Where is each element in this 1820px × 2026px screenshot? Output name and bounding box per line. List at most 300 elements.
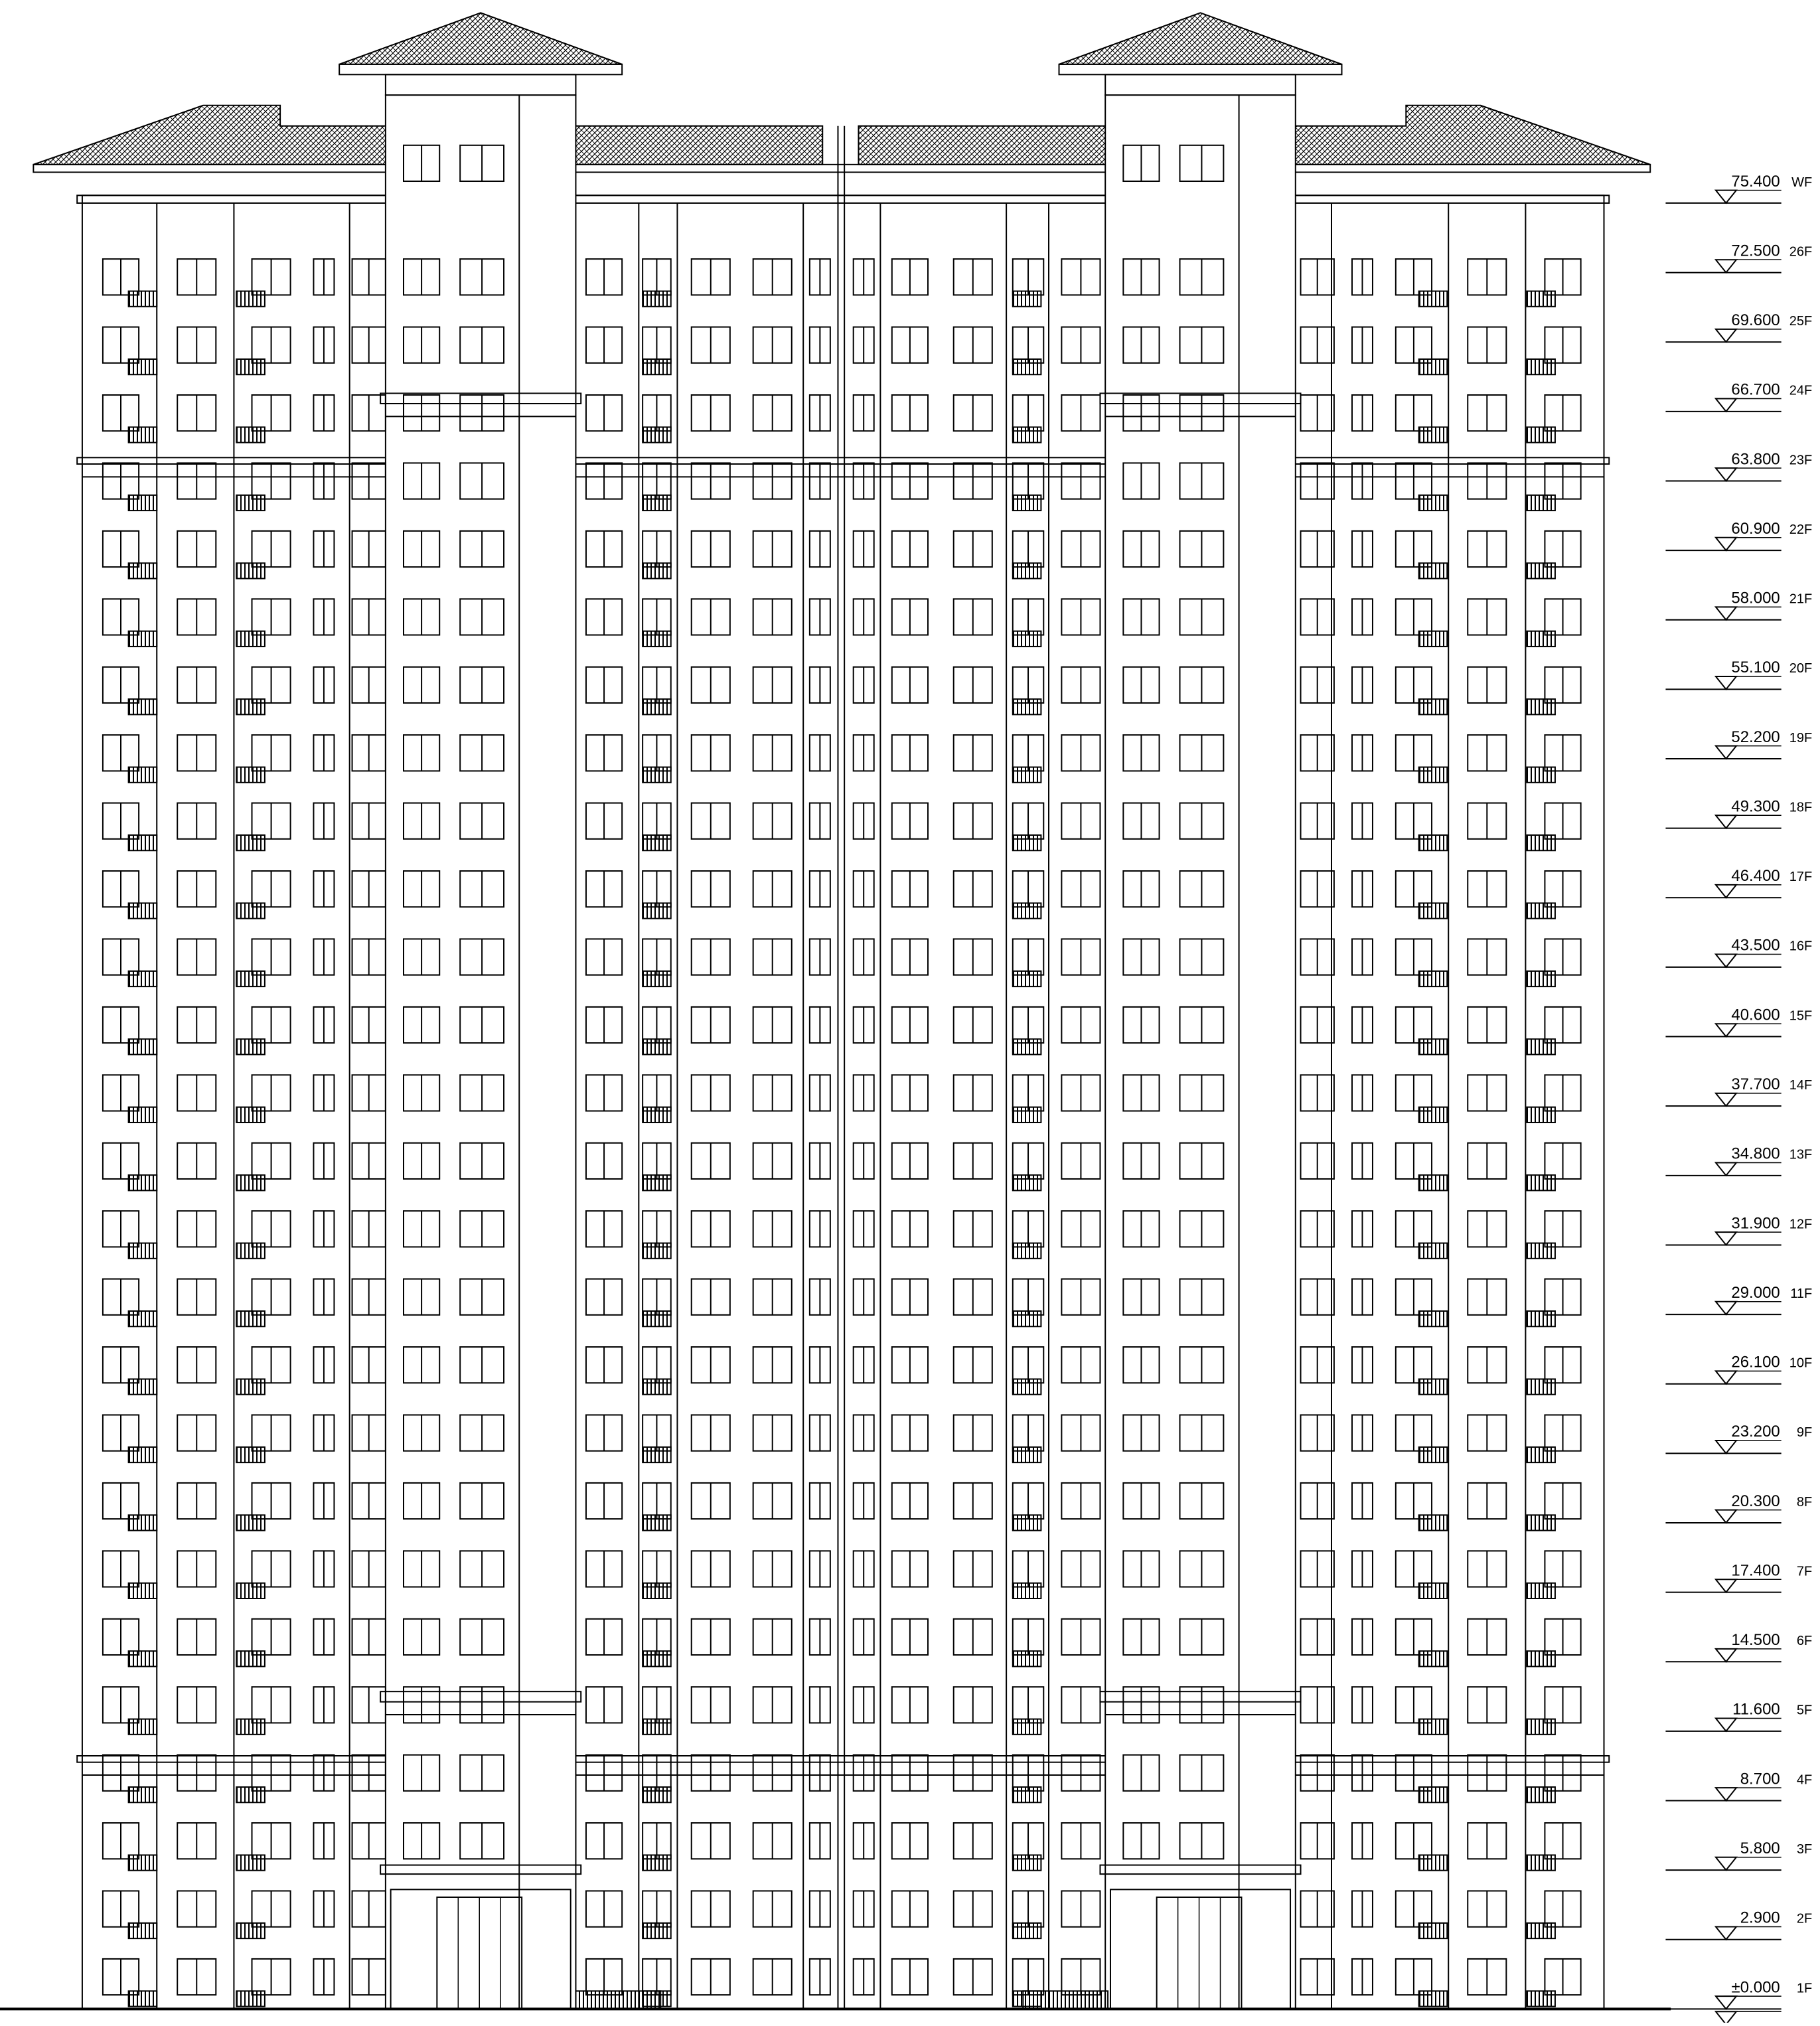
window	[352, 871, 386, 907]
window	[1352, 1211, 1373, 1247]
ac-unit-louver	[1527, 903, 1555, 918]
window	[1468, 803, 1506, 839]
ac-unit-louver	[1527, 495, 1555, 510]
ac-unit-louver	[1013, 1651, 1041, 1666]
window	[1013, 1959, 1043, 1995]
window	[1468, 1959, 1506, 1995]
ac-unit-louver	[129, 1107, 157, 1123]
window	[854, 803, 874, 839]
window	[177, 599, 216, 635]
window	[1468, 1687, 1506, 1723]
window	[586, 1483, 622, 1519]
window	[692, 1891, 730, 1926]
elevation-marker	[1665, 1631, 1812, 1662]
window	[810, 599, 830, 635]
window	[1468, 1891, 1506, 1926]
window	[1396, 463, 1432, 499]
window	[753, 327, 792, 363]
window	[1468, 1347, 1506, 1383]
window	[352, 1891, 386, 1926]
window	[1061, 871, 1100, 907]
elevation-marker	[1665, 1006, 1812, 1036]
floor-label: 19F	[1789, 730, 1813, 745]
ac-unit-louver	[643, 631, 671, 647]
window	[103, 599, 139, 635]
window	[586, 667, 622, 703]
ac-unit-louver	[1419, 631, 1448, 647]
window	[252, 871, 291, 907]
floor-label: 3F	[1796, 1841, 1813, 1857]
window	[854, 1483, 874, 1519]
window	[313, 1143, 334, 1179]
window	[1352, 1823, 1373, 1859]
window	[1061, 1415, 1100, 1450]
window	[1396, 1279, 1432, 1315]
window	[586, 599, 622, 635]
window	[313, 1279, 334, 1315]
window	[1061, 939, 1100, 974]
window	[954, 871, 992, 907]
tower-eave-1	[339, 64, 622, 74]
window	[313, 871, 334, 907]
window	[1352, 531, 1373, 567]
window	[252, 1075, 291, 1111]
window	[892, 1007, 928, 1043]
window	[586, 1211, 622, 1247]
window	[692, 1687, 730, 1723]
window	[1396, 259, 1432, 295]
window	[753, 1075, 792, 1111]
ac-unit-louver	[1419, 1379, 1448, 1394]
window	[1545, 1415, 1580, 1450]
ac-unit-louver	[643, 1855, 671, 1870]
window	[177, 939, 216, 974]
window	[586, 871, 622, 907]
window	[252, 1347, 291, 1383]
floor-label: 22F	[1789, 522, 1813, 537]
window	[313, 667, 334, 703]
window	[352, 1415, 386, 1450]
window	[1061, 1687, 1100, 1723]
ac-unit-louver	[1419, 903, 1448, 918]
ac-unit-louver	[1013, 1855, 1041, 1870]
ac-unit-louver	[129, 1447, 157, 1462]
window	[1061, 327, 1100, 363]
elevation-marker	[1665, 1354, 1812, 1384]
window	[892, 1415, 928, 1450]
elevation-value: 11.600	[1732, 1700, 1780, 1719]
ac-unit-louver	[236, 359, 265, 374]
window	[1301, 735, 1334, 771]
level-triangle	[1716, 1302, 1736, 1314]
ac-unit-louver	[1419, 1515, 1448, 1530]
window	[352, 531, 386, 567]
ac-unit-louver	[129, 903, 157, 918]
ac-unit-louver	[1527, 1651, 1555, 1666]
window	[1013, 1143, 1043, 1179]
ac-unit-louver	[236, 1991, 265, 2006]
window	[1061, 1823, 1100, 1859]
ac-unit-louver	[1419, 1243, 1448, 1259]
ac-unit-louver	[643, 1651, 671, 1666]
window	[252, 1891, 291, 1926]
window	[892, 803, 928, 839]
ac-unit-louver	[129, 1787, 157, 1802]
level-triangle	[1716, 1719, 1736, 1731]
window	[1352, 259, 1373, 295]
window	[1352, 1143, 1373, 1179]
window	[954, 1823, 992, 1859]
floor-label: 17F	[1789, 870, 1813, 885]
ac-unit-louver	[129, 1583, 157, 1598]
elevation-marker	[1665, 173, 1812, 203]
window	[252, 667, 291, 703]
window	[854, 1551, 874, 1587]
level-triangle	[1716, 1926, 1736, 1939]
window	[1545, 599, 1580, 635]
level-triangle	[1716, 607, 1736, 619]
window	[1013, 1891, 1043, 1926]
window	[643, 463, 671, 499]
window	[753, 259, 792, 295]
window	[954, 1007, 992, 1043]
window	[892, 939, 928, 974]
level-triangle	[1716, 538, 1736, 550]
window	[103, 667, 139, 703]
window	[352, 1211, 386, 1247]
window	[1468, 667, 1506, 703]
floor-label: 24F	[1789, 383, 1813, 398]
window	[586, 1959, 622, 1995]
window	[1545, 1959, 1580, 1995]
window	[643, 1619, 671, 1655]
window	[810, 735, 830, 771]
window	[1468, 259, 1506, 295]
window	[103, 735, 139, 771]
window	[352, 1551, 386, 1587]
window	[692, 1143, 730, 1179]
window	[854, 259, 874, 295]
window	[854, 1755, 874, 1791]
window	[586, 1891, 622, 1926]
tower-roof-1	[339, 13, 622, 64]
window	[753, 1959, 792, 1995]
window	[753, 667, 792, 703]
window	[954, 531, 992, 567]
window	[352, 599, 386, 635]
window	[1468, 871, 1506, 907]
elevation-value: 29.000	[1731, 1283, 1780, 1302]
window	[252, 1687, 291, 1723]
elevation-value: 63.800	[1731, 450, 1780, 469]
elevation-marker	[1665, 1909, 1812, 1940]
ac-unit-louver	[1013, 1719, 1041, 1735]
window	[1396, 735, 1432, 771]
window	[854, 395, 874, 431]
window	[1013, 1211, 1043, 1247]
window	[1301, 1415, 1334, 1450]
window	[810, 1891, 830, 1926]
window	[313, 1007, 334, 1043]
window	[177, 1415, 216, 1450]
window	[586, 803, 622, 839]
ac-unit-louver	[1527, 631, 1555, 647]
window	[810, 259, 830, 295]
floor-label: 12F	[1789, 1217, 1813, 1232]
ac-unit-louver	[1013, 563, 1041, 578]
ac-unit-louver	[1527, 699, 1555, 714]
window	[643, 803, 671, 839]
elevation-value: 37.700	[1731, 1075, 1780, 1094]
ac-unit-louver	[236, 699, 265, 714]
level-triangle	[1716, 260, 1736, 272]
window	[103, 327, 139, 363]
ac-unit-louver	[1527, 359, 1555, 374]
ac-unit-louver	[1419, 1787, 1448, 1802]
window	[1396, 1959, 1432, 1995]
window	[586, 1755, 622, 1791]
window	[643, 1143, 671, 1179]
window	[1352, 463, 1373, 499]
elevation-value: 20.300	[1731, 1492, 1780, 1510]
window	[810, 327, 830, 363]
window	[954, 735, 992, 771]
elevation-marker	[1665, 2011, 1781, 2023]
window	[753, 735, 792, 771]
ac-unit-louver	[236, 1787, 265, 1802]
window	[1013, 531, 1043, 567]
window	[1352, 1891, 1373, 1926]
window	[854, 939, 874, 974]
window	[252, 1415, 291, 1450]
floor-label: WF	[1791, 175, 1813, 190]
window	[892, 1347, 928, 1383]
window	[1013, 327, 1043, 363]
window	[313, 939, 334, 974]
ac-unit-louver	[643, 1991, 671, 2006]
window	[352, 1007, 386, 1043]
window	[352, 735, 386, 771]
window	[252, 1279, 291, 1315]
ac-unit-louver	[1013, 495, 1041, 510]
stair-tower-1	[386, 95, 576, 2009]
window	[313, 1347, 334, 1383]
window	[810, 395, 830, 431]
window	[103, 803, 139, 839]
level-triangle	[1716, 1371, 1736, 1383]
ac-unit-louver	[1527, 1107, 1555, 1123]
window	[643, 1959, 671, 1995]
window	[1013, 1347, 1043, 1383]
window	[854, 1143, 874, 1179]
window	[643, 531, 671, 567]
window	[103, 463, 139, 499]
ac-unit-louver	[643, 1107, 671, 1123]
window	[1396, 395, 1432, 431]
ac-unit-louver	[1527, 1243, 1555, 1259]
window	[1396, 599, 1432, 635]
window	[1061, 1891, 1100, 1926]
window	[1545, 1755, 1580, 1791]
elevation-marker	[1665, 1701, 1812, 1731]
window	[854, 1959, 874, 1995]
window	[177, 259, 216, 295]
window	[586, 327, 622, 363]
window	[1545, 1551, 1580, 1587]
window	[1301, 1211, 1334, 1247]
ac-unit-louver	[643, 971, 671, 986]
window	[692, 735, 730, 771]
elevation-value: 66.700	[1731, 380, 1780, 399]
window	[1301, 327, 1334, 363]
window	[313, 803, 334, 839]
ac-unit-louver	[1419, 1107, 1448, 1123]
window	[252, 1483, 291, 1519]
window	[954, 395, 992, 431]
elevation-marker	[1665, 1145, 1812, 1176]
window	[1061, 259, 1100, 295]
window	[954, 1687, 992, 1723]
floor-label: 8F	[1796, 1494, 1813, 1510]
ac-unit-louver	[1419, 495, 1448, 510]
level-triangle	[1716, 955, 1736, 967]
window	[954, 1551, 992, 1587]
window	[1061, 1755, 1100, 1791]
window	[1545, 1211, 1580, 1247]
elevation-marker	[1665, 1492, 1812, 1523]
window	[1468, 599, 1506, 635]
window	[692, 939, 730, 974]
ac-unit-louver	[236, 1447, 265, 1462]
window	[1352, 1755, 1373, 1791]
ac-unit-louver	[643, 1311, 671, 1326]
ac-unit-louver	[1013, 1311, 1041, 1326]
window	[753, 1619, 792, 1655]
window	[643, 1007, 671, 1043]
window	[892, 531, 928, 567]
window	[1061, 1007, 1100, 1043]
window	[854, 1891, 874, 1926]
window	[854, 599, 874, 635]
elevation-value: 17.400	[1731, 1561, 1780, 1580]
window	[313, 1755, 334, 1791]
window	[892, 735, 928, 771]
window	[954, 259, 992, 295]
floor-label: 23F	[1789, 453, 1813, 468]
window	[643, 1823, 671, 1859]
floor-label: 6F	[1796, 1634, 1813, 1649]
window	[1013, 1755, 1043, 1791]
window	[177, 1551, 216, 1587]
window	[1352, 1619, 1373, 1655]
window	[1468, 1415, 1506, 1450]
window	[692, 259, 730, 295]
elevation-value: 58.000	[1731, 589, 1780, 607]
ac-unit-louver	[1419, 971, 1448, 986]
window	[252, 1007, 291, 1043]
window	[692, 1211, 730, 1247]
window	[753, 599, 792, 635]
window	[854, 1415, 874, 1450]
elevation-markers	[1665, 173, 1812, 2023]
ac-unit-louver	[129, 427, 157, 442]
ac-unit-louver	[643, 495, 671, 510]
window	[313, 531, 334, 567]
window	[892, 1823, 928, 1859]
ac-unit-louver	[1013, 291, 1041, 307]
window	[1061, 1075, 1100, 1111]
window	[103, 939, 139, 974]
elevation-value: 2.900	[1740, 1909, 1780, 1927]
elevation-value: 14.500	[1731, 1631, 1780, 1650]
window	[810, 1755, 830, 1791]
window	[103, 1483, 139, 1519]
ac-unit-louver	[1013, 971, 1041, 986]
window	[313, 1415, 334, 1450]
window	[1061, 1279, 1100, 1315]
elevation-marker	[1665, 1770, 1812, 1800]
floor-label: 25F	[1789, 314, 1813, 329]
ac-unit-louver	[1527, 427, 1555, 442]
window	[1545, 259, 1580, 295]
elevation-marker	[1665, 797, 1812, 828]
window	[103, 1347, 139, 1383]
window	[954, 939, 992, 974]
window	[1545, 1619, 1580, 1655]
window	[252, 939, 291, 974]
window	[1468, 463, 1506, 499]
window	[103, 1823, 139, 1859]
window	[586, 1279, 622, 1315]
window	[954, 667, 992, 703]
window	[753, 463, 792, 499]
window	[753, 531, 792, 567]
window	[1352, 735, 1373, 771]
window	[692, 1415, 730, 1450]
window	[586, 259, 622, 295]
window	[313, 1211, 334, 1247]
window	[1301, 939, 1334, 974]
window	[1396, 1347, 1432, 1383]
window	[753, 803, 792, 839]
window	[1061, 395, 1100, 431]
floor-label: 15F	[1789, 1008, 1813, 1024]
window	[1545, 1823, 1580, 1859]
window	[810, 871, 830, 907]
window	[692, 1959, 730, 1995]
ac-unit-louver	[129, 835, 157, 850]
window	[692, 1755, 730, 1791]
ac-unit-louver	[643, 1243, 671, 1259]
window	[352, 1823, 386, 1859]
window	[854, 1619, 874, 1655]
window	[692, 667, 730, 703]
level-triangle	[1716, 885, 1736, 897]
window	[1301, 1823, 1334, 1859]
window	[103, 1211, 139, 1247]
window	[753, 1347, 792, 1383]
window	[1061, 803, 1100, 839]
window	[1352, 939, 1373, 974]
elevation-value: 8.700	[1740, 1770, 1780, 1788]
ac-unit-louver	[643, 427, 671, 442]
ac-unit-louver	[1527, 291, 1555, 307]
window	[1301, 599, 1334, 635]
window	[1468, 1483, 1506, 1519]
window	[1396, 1007, 1432, 1043]
window	[103, 1075, 139, 1111]
window	[753, 1687, 792, 1723]
